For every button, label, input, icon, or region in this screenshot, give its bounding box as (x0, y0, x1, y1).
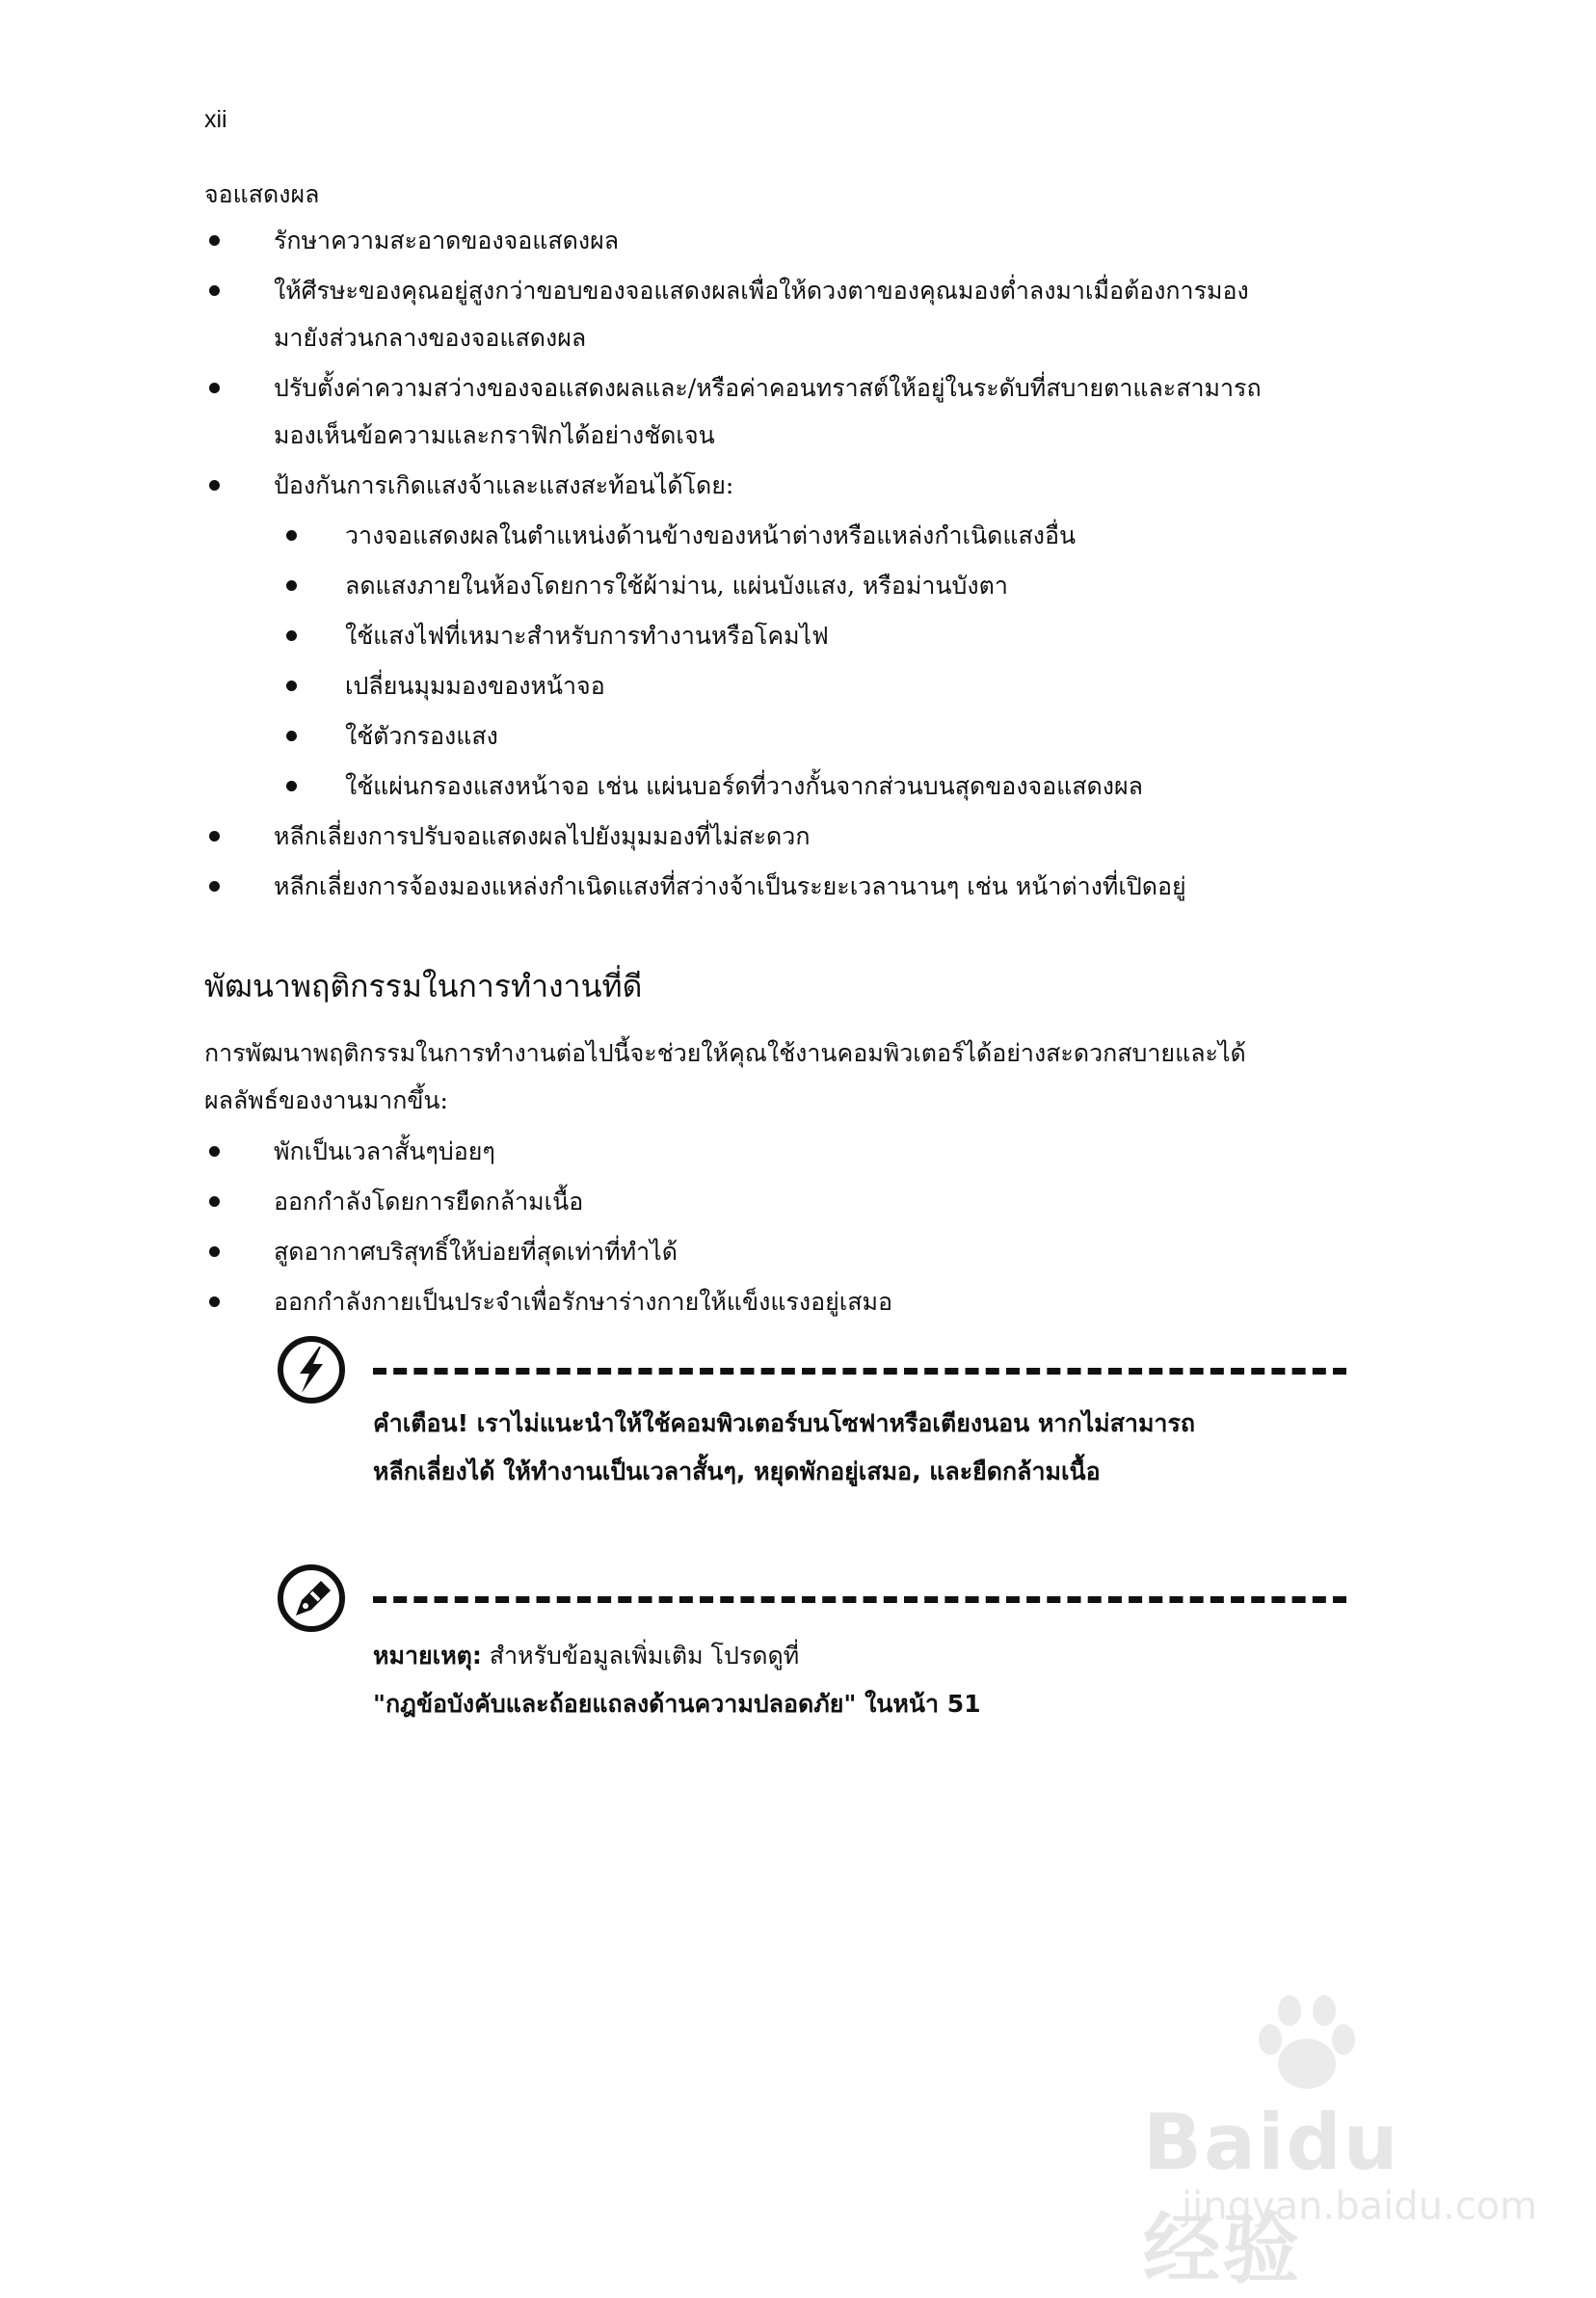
bullet-icon (209, 831, 220, 842)
bullet-icon (286, 681, 297, 691)
note-callout (277, 1563, 1346, 1727)
warning-lightning-icon (277, 1335, 346, 1404)
list-item-text: ใช้ตัวกรองแสง (345, 722, 498, 750)
page-number: xii (204, 106, 227, 133)
display-heading: จอแสดงผล (204, 180, 320, 208)
list-item-text: หลีกเลี่ยงการจ้องมองแหล่งกำเนิดแสงที่สว่างจ้าเป็นระยะเวลานานๆ เช่น หน้าต่างที่เปิดอยู่ (274, 872, 1186, 900)
habits-intro-line-2: ผลลัพธ์ของงานมากขึ้น: (204, 1086, 448, 1114)
bullet-icon (209, 1296, 220, 1307)
habits-intro-line-1: การพัฒนาพฤติกรรมในการทำงานต่อไปนี้จะช่วยให้คุณใช้งานคอมพิวเตอร์ได้อย่างสะดวกสบายและได้ (204, 1039, 1246, 1067)
list-item-text: สูดอากาศบริสุทธิ์ให้บ่อยที่สุดเท่าที่ทำได้ (274, 1238, 678, 1266)
watermark-url: jingyan.baidu.com (1182, 2184, 1538, 2229)
watermark-brand: Baidu 经验 (1143, 2098, 1400, 2294)
list-item-text: ใช้แผ่นกรองแสงหน้าจอ เช่น แผ่นบอร์ดที่วางกั้นจากส่วนบนสุดของจอแสดงผล (345, 772, 1143, 800)
list-item-text: ลดแสงภายในห้องโดยการใช้ผ้าม่าน, แผ่นบังแสง, หรือม่านบังตา (345, 572, 1008, 600)
list-item-text: หลีกเลี่ยงการปรับจอแสดงผลไปยังมุมมองที่ไม่สะดวก (274, 822, 811, 850)
paw-icon (1249, 1991, 1365, 2098)
note-text: สำหรับข้อมูลเพิ่มเติม โปรดดูที่ (481, 1642, 800, 1670)
warning-line-1: คำเตือน! เราไม่แนะนำให้ใช้คอมพิวเตอร์บนโซฟาหรือเตียงนอน หากไม่สามารถ (373, 1409, 1196, 1437)
list-item-text: เปลี่ยนมุมมองของหน้าจอ (345, 672, 605, 700)
bullet-icon (286, 731, 297, 741)
warning-divider (373, 1368, 1346, 1375)
bullet-icon (286, 580, 297, 591)
bullet-icon (209, 285, 220, 296)
bullet-icon (209, 235, 220, 246)
list-item-text: วางจอแสดงผลในตำแหน่งด้านข้างของหน้าต่างหรือแหล่งกำเนิดแสงอื่น (345, 521, 1077, 549)
bullet-icon (209, 881, 220, 892)
warning-line-2: หลีกเลี่ยงได้ ให้ทำงานเป็นเวลาสั้นๆ, หยุดพักอยู่เสมอ, และยืดกล้ามเนื้อ (373, 1457, 1101, 1485)
list-item-text: ออกกำลังโดยการยืดกล้ามเนื้อ (274, 1188, 584, 1216)
warning-callout (277, 1335, 1346, 1499)
note-divider (373, 1596, 1346, 1603)
note-reference: "กฎข้อบังคับและถ้อยแถลงด้านความปลอดภัย" ในหน้า 51 (373, 1690, 981, 1718)
bullet-icon (286, 630, 297, 641)
baidu-watermark (1124, 1991, 1538, 2294)
list-item-text: มายังส่วนกลางของจอแสดงผล (274, 324, 587, 352)
list-item-text: รักษาความสะอาดของจอแสดงผล (274, 227, 620, 254)
list-item-text: มองเห็นข้อความและกราฟิกได้อย่างชัดเจน (274, 421, 715, 449)
list-item-text: ใช้แสงไฟที่เหมาะสำหรับการทำงานหรือโคมไฟ (345, 622, 829, 650)
bullet-icon (209, 1146, 220, 1157)
bullet-icon (209, 383, 220, 393)
habits-section-title: พัฒนาพฤติกรรมในการทำงานที่ดี (204, 968, 643, 1004)
bullet-icon (286, 781, 297, 791)
list-item-text: ออกกำลังกายเป็นประจำเพื่อรักษาร่างกายให้แข็งแรงอยู่เสมอ (274, 1288, 893, 1316)
note-line-1 (373, 1637, 799, 1675)
bullet-icon (286, 530, 297, 541)
note-label: หมายเหตุ: (373, 1642, 482, 1670)
list-item-text: ให้ศีรษะของคุณอยู่สูงกว่าขอบของจอแสดงผลเพื่อให้ดวงตาของคุณมองต่ำลงมาเมื่อต้องการมอง (274, 277, 1249, 305)
bullet-icon (209, 1196, 220, 1207)
bullet-icon (209, 1246, 220, 1257)
bullet-icon (209, 480, 220, 491)
list-item-text: พักเป็นเวลาสั้นๆบ่อยๆ (274, 1137, 495, 1165)
list-item-text: ปรับตั้งค่าความสว่างของจอแสดงผลและ/หรือค่าคอนทราสต์ให้อยู่ในระดับที่สบายตาและสามารถ (274, 374, 1262, 402)
note-pen-icon (277, 1563, 346, 1633)
list-item-text: ป้องกันการเกิดแสงจ้าและแสงสะท้อนได้โดย: (274, 471, 734, 499)
